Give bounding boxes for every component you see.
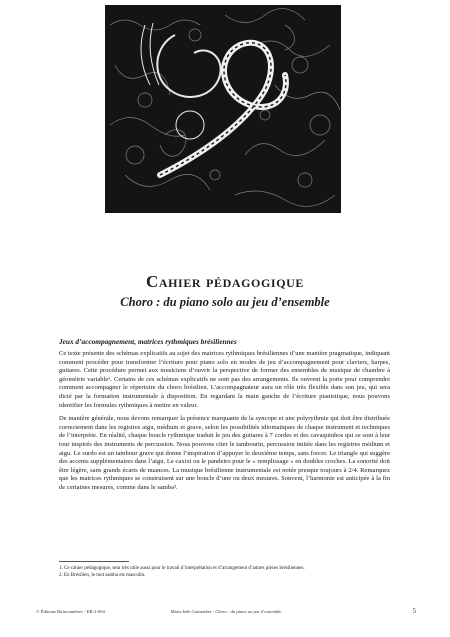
footnote: 2. En Brésilien, le mot samba est masculin. — [59, 573, 146, 578]
footnote: 1. Ce cahier pédagogique, sera très utile aussi pour le travail d’interprétation et d’arrangement d’autres pièces brésiliennes. — [59, 566, 305, 571]
title-block — [0, 272, 450, 310]
footnotes — [59, 565, 390, 579]
page-subtitle: Choro : du piano solo au jeu d’ensemble — [120, 295, 330, 309]
page-number: 5 — [412, 607, 416, 615]
footer-publisher: © Éditions Buissonnières - EB-2-604 — [36, 609, 105, 614]
footer-author: Maria Inês Guimarães — [170, 609, 212, 614]
footer-running-title — [36, 609, 416, 614]
footnote-divider — [59, 561, 129, 562]
treble-clef-artwork — [105, 5, 341, 213]
footer-work: - Choro : du piano au jeu d’ensemble — [211, 609, 282, 614]
section-heading: Jeux d’accompagnement, matrices rythmiques brésiliennes — [59, 337, 237, 346]
cover-illustration — [105, 5, 341, 213]
paragraph: De manière générale, nous devons remarquer la présence marquante de la syncope et une polyrythmie qui doit être distribuée correctement dans les registres aigu, médium et grave, selon les possibilités idiomatiques de chaque instrument et techniques de l’interprète. En réalité, chaque boucle rythmique traduit le jeu des guitares à 7 cordes et des cavaquinhos qui se sont à leur tour inspirés des instruments de percussion. Nous pouvons citer le tambourin, percussion imitée dans les registres médium et aigu. Le surdo est un tambour grave qui donne l’inspiration d’appuyer le deuxième temps, sans forcer. Le triangle qui suggère des accents supplémentaires dans l’aigu. Le caxixi ou le pandeiro pour le « remplissage » en doubles croches. La sonorité doit être légère, sans grands écarts de nuances. La musique brésilienne instrumentale est notée presque toujours à 2/4. Remarquez que les matrices rythmiques se construisent sur une boucle d’une ou deux mesures. Souvent, l’harmonie est anticipée à la fin de certaines mesures, comme dans le samba². — [59, 415, 390, 491]
paragraph: Ce texte présente des schémas explicatifs au sujet des matrices rythmiques brésiliennes d’une manière pragmatique, indiquant comment procéder pour transformer l’écriture pour piano solo en modes de jeu d’accompagnement pour claviers, harpes, guitares. Cette procédure permet aux musiciens d’ouvrir la perspective de former des ensembles de musique de chambre à géométrie variable¹. Certains de ces schémas explicatifs ne sont pas des arrangements. Ils ouvrent la porte pour comprendre comment accompagner le répertoire du choro brésilien. L’accompagnateur aura un rôle très flexible dans son jeu, qui sera dicté par la formation instrumentale à disposition. En regardant la main gauche de l’écriture pianistique, nous pouvons identifier les formules rythmiques à mettre en valeur. — [59, 350, 390, 409]
page-title: Cahier pédagogique — [145, 272, 304, 291]
body-text — [59, 350, 390, 498]
